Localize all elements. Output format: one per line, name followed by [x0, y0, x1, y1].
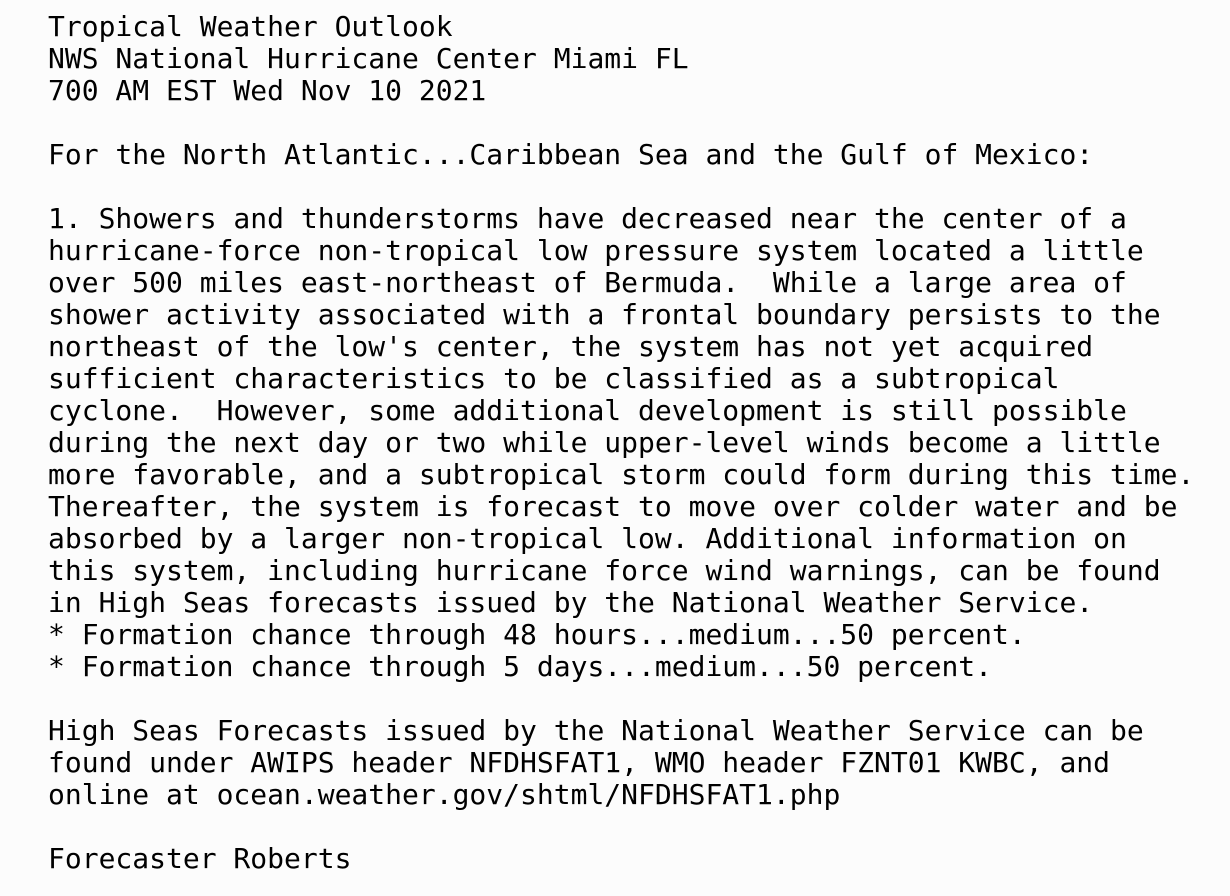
outlook-body-line: hurricane-force non-tropical low pressure system located a little — [48, 234, 1144, 267]
outlook-body-line: this system, including hurricane force wind warnings, can be found — [48, 554, 1161, 587]
outlook-body-line: shower activity associated with a frontal boundary persists to the — [48, 298, 1161, 331]
region-heading-block — [48, 139, 1220, 171]
high-seas-line: High Seas Forecasts issued by the National Weather Service can be — [48, 714, 1144, 747]
high-seas-note — [48, 715, 1220, 811]
outlook-body-line: sufficient characteristics to be classified as a subtropical — [48, 362, 1060, 395]
outlook-body-line: more favorable, and a subtropical storm could form during this time. — [48, 458, 1195, 491]
outlook-item-1 — [48, 203, 1220, 683]
formation-chance-48h: * Formation chance through 48 hours...medium...50 percent. — [48, 618, 1026, 651]
outlook-body-line: northeast of the low's center, the system has not yet acquired — [48, 330, 1094, 363]
product-title: Tropical Weather Outlook — [48, 10, 453, 43]
region-heading: For the North Atlantic...Caribbean Sea and the Gulf of Mexico: — [48, 138, 1094, 171]
product-header — [48, 11, 1220, 107]
formation-chance-5day: * Formation chance through 5 days...medium...50 percent. — [48, 650, 993, 683]
issuing-office: NWS National Hurricane Center Miami FL — [48, 42, 689, 75]
outlook-body-line: Thereafter, the system is forecast to move over colder water and be — [48, 490, 1178, 523]
issuance-time: 700 AM EST Wed Nov 10 2021 — [48, 74, 487, 107]
outlook-body-line: during the next day or two while upper-level winds become a little — [48, 426, 1161, 459]
high-seas-line: online at ocean.weather.gov/shtml/NFDHSFAT1.php — [48, 778, 841, 811]
outlook-body-line: in High Seas forecasts issued by the National Weather Service. — [48, 586, 1094, 619]
outlook-body-line: over 500 miles east-northeast of Bermuda. While a large area of — [48, 266, 1127, 299]
forecaster-signature: Forecaster Roberts — [48, 842, 352, 875]
outlook-body-line: cyclone. However, some additional development is still possible — [48, 394, 1127, 427]
outlook-body-line: 1. Showers and thunderstorms have decreased near the center of a — [48, 202, 1127, 235]
signature-block — [48, 843, 1220, 875]
outlook-body-line: absorbed by a larger non-tropical low. Additional information on — [48, 522, 1127, 555]
high-seas-line: found under AWIPS header NFDHSFAT1, WMO header FZNT01 KWBC, and — [48, 746, 1111, 779]
